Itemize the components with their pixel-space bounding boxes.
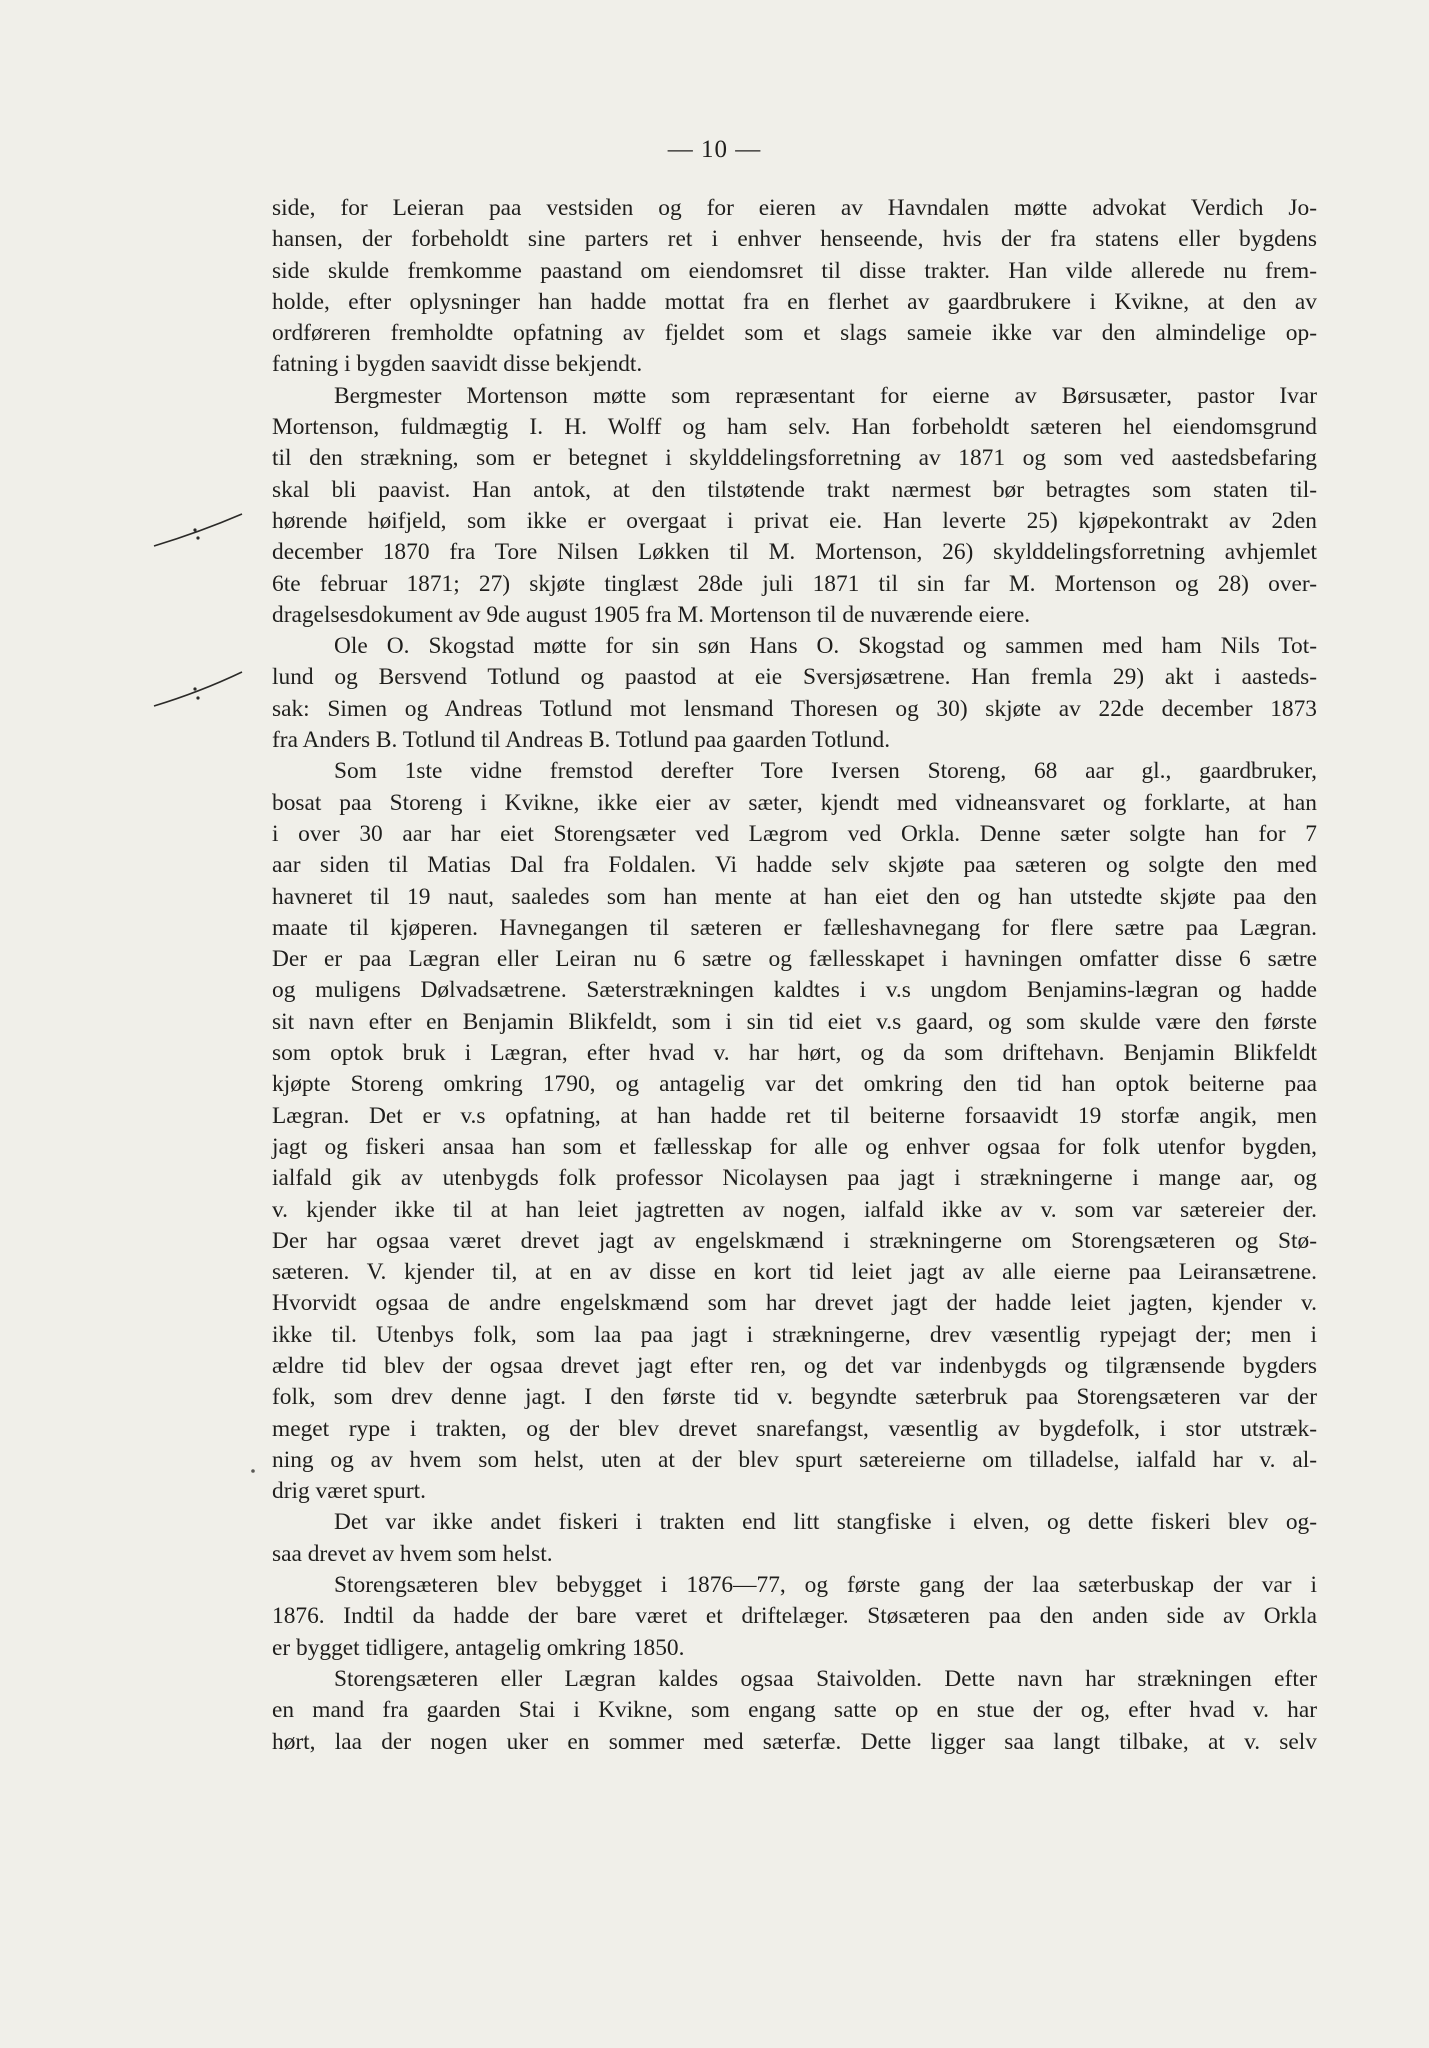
text-line: side skulde fremkomme paastand om eiendomsret til disse trakter. Han vilde allerede nu frem- [272, 257, 1317, 284]
text-line: lund og Bersvend Totlund og paastod at eie Sversjøsætrene. Han fremla 29) akt i aasteds- [272, 664, 1317, 691]
text-line: ordføreren fremholdte opfatning av fjeldet som et slags sameie ikke var den almindelige op- [272, 320, 1317, 347]
text-line: sak: Simen og Andreas Totlund mot lensmand Thoresen og 30) skjøte av 22de december 1873 [272, 695, 1317, 722]
paragraph [272, 756, 1317, 1507]
text-line: sit navn efter en Benjamin Blikfeldt, som i sin tid eiet v.s gaard, og som skulde være den første [272, 1008, 1317, 1035]
text-line: til den strækning, som er betegnet i skylddelingsforretning av 1871 og som ved aastedsbefaring [272, 445, 1317, 472]
text-line: dragelsesdokument av 9de august 1905 fra M. Mortenson til de nuværende eiere. [272, 601, 1031, 628]
text-line: jagt og fiskeri ansaa han som et fællesskap for alle og enhver ogsaa for folk utenfor bygden, [272, 1133, 1317, 1160]
text-line: Storengsæteren eller Lægran kaldes ogsaa Staivolden. Dette navn har strækningen efter [334, 1665, 1317, 1692]
text-line: Det var ikke andet fiskeri i trakten end litt stangfiske i elven, og dette fiskeri blev og- [334, 1509, 1317, 1536]
text-line: ialfald gik av utenbygds folk professor Nicolaysen paa jagt i strækningerne i mange aar, og [272, 1165, 1317, 1192]
text-line: skal bli paavist. Han antok, at den tilstøtende trakt nærmest bør betragtes som staten til- [272, 476, 1317, 503]
text-line: maate til kjøperen. Havnegangen til sæteren er fælleshavnegang for flere sætre paa Lægran. [272, 914, 1317, 941]
text-line: Bergmester Mortenson møtte som repræsentant for eierne av Børsusæter, pastor Ivar [334, 382, 1317, 409]
text-line: fra Anders B. Totlund til Andreas B. Totlund paa gaarden Totlund. [272, 727, 891, 754]
text-line: hørende høifjeld, som ikke er overgaat i privat eie. Han leverte 25) kjøpekontrakt av 2den [272, 507, 1317, 534]
text-line: bosat paa Storeng i Kvikne, ikke eier av sæter, kjendt med vidneansvaret og forklarte, at han [272, 789, 1317, 816]
text-line: holde, efter oplysninger han hadde mottat fra en flerhet av gaardbrukere i Kvikne, at den av [272, 288, 1317, 315]
text-line: sæteren. V. kjender til, at en av disse en kort tid leiet jagt av alle eierne paa Leiransætrene. [272, 1259, 1317, 1286]
text-line: Hvorvidt ogsaa de andre engelskmænd som har drevet jagt der hadde leiet jagten, kjender v. [272, 1290, 1317, 1317]
text-line: Som 1ste vidne fremstod derefter Tore Iversen Storeng, 68 aar gl., gaardbruker, [334, 758, 1317, 785]
text-line: hørt, laa der nogen uker en sommer med sæterfæ. Dette ligger saa langt tilbake, at v. selv [272, 1728, 1317, 1755]
text-line: v. kjender ikke til at han leiet jagtretten av nogen, ialfald ikke av v. som var sætereier der. [272, 1196, 1317, 1223]
margin-dot [248, 1466, 258, 1476]
text-line: havneret til 19 naut, saaledes som han mente at han eiet den og han utstedte skjøte paa den [272, 883, 1317, 910]
text-line: hansen, der forbeholdt sine parters ret i enhver henseende, hvis der fra statens eller bygdens [272, 226, 1317, 253]
text-line: fatning i bygden saavidt disse bekjendt. [272, 351, 643, 378]
text-line: ældre tid blev der ogsaa drevet jagt efter ren, og det var indenbygds og tilgrænsende bygders [272, 1352, 1317, 1379]
text-line: 6te februar 1871; 27) skjøte tinglæst 28de juli 1871 til sin far M. Mortenson og 28) over- [272, 570, 1317, 597]
text-line: Mortenson, fuldmægtig I. H. Wolff og ham selv. Han forbeholdt sæteren hel eiendomsgrund [272, 414, 1317, 441]
text-line: er bygget tidligere, antagelig omkring 1850. [272, 1634, 685, 1661]
text-line: Lægran. Det er v.s opfatning, at han hadde ret til beiterne forsaavidt 19 storfæ angik, men [272, 1102, 1317, 1129]
text-line: kjøpte Storeng omkring 1790, og antagelig var det omkring den tid han optok beiterne paa [272, 1071, 1317, 1098]
text-line: en mand fra gaarden Stai i Kvikne, som engang satte op en stue der og, efter hvad v. har [272, 1697, 1317, 1724]
text-line: og muligens Dølvadsætrene. Sæterstrækningen kaldtes i v.s ungdom Benjamins-lægran og hadde [272, 977, 1317, 1004]
body-text [272, 193, 1317, 1758]
text-line: aar siden til Matias Dal fra Foldalen. Vi hadde selv skjøte paa sæteren og solgte den med [272, 852, 1317, 879]
text-line: 1876. Indtil da hadde der bare været et driftelæger. Støsæteren paa den anden side av Orkla [272, 1603, 1317, 1630]
page-number: — 10 — [667, 136, 762, 163]
text-line: Storengsæteren blev bebygget i 1876—77, og første gang der laa sæterbuskap der var i [334, 1572, 1317, 1599]
margin-mark-1 [150, 506, 250, 556]
text-line: i over 30 aar har eiet Storengsæter ved Lægrom ved Orkla. Denne sæter solgte han for 7 [272, 820, 1317, 847]
paragraph [272, 381, 1317, 631]
text-line: Ole O. Skogstad møtte for sin søn Hans O. Skogstad og sammen med ham Nils Tot- [334, 633, 1317, 660]
paragraph [272, 1507, 1317, 1570]
text-line: drig været spurt. [272, 1478, 426, 1505]
text-line: ning og av hvem som helst, uten at der blev spurt sætereierne om tilladelse, ialfald har v. al- [272, 1446, 1317, 1473]
paragraph [272, 193, 1317, 381]
text-line: saa drevet av hvem som helst. [272, 1540, 553, 1567]
text-line: som optok bruk i Lægran, efter hvad v. har hørt, og da som driftehavn. Benjamin Blikfeldt [272, 1040, 1317, 1067]
text-line: side, for Leieran paa vestsiden og for eieren av Havndalen møtte advokat Verdich Jo- [272, 195, 1317, 221]
text-line: ikke til. Utenbys folk, som laa paa jagt i strækningerne, drev væsentlig rypejagt der; men i [272, 1321, 1317, 1348]
text-line: meget rype i trakten, og der blev drevet snarefangst, væsentlig av bygdefolk, i stor utstræk- [272, 1415, 1317, 1442]
text-line: december 1870 fra Tore Nilsen Løkken til M. Mortenson, 26) skylddelingsforretning avhjemlet [272, 539, 1317, 566]
margin-mark-2 [150, 664, 250, 714]
text-line: Der er paa Lægran eller Leiran nu 6 sætre og fællesskapet i havningen omfatter disse 6 sætre [272, 946, 1317, 973]
text-line: Der har ogsaa været drevet jagt av engelskmænd i strækningerne om Storengsæteren og Stø- [272, 1227, 1317, 1254]
paragraph [272, 1664, 1317, 1758]
paragraph [272, 1570, 1317, 1664]
paragraph [272, 631, 1317, 756]
text-line: folk, som drev denne jagt. I den første tid v. begyndte sæterbruk paa Storengsæteren var der [272, 1384, 1317, 1411]
